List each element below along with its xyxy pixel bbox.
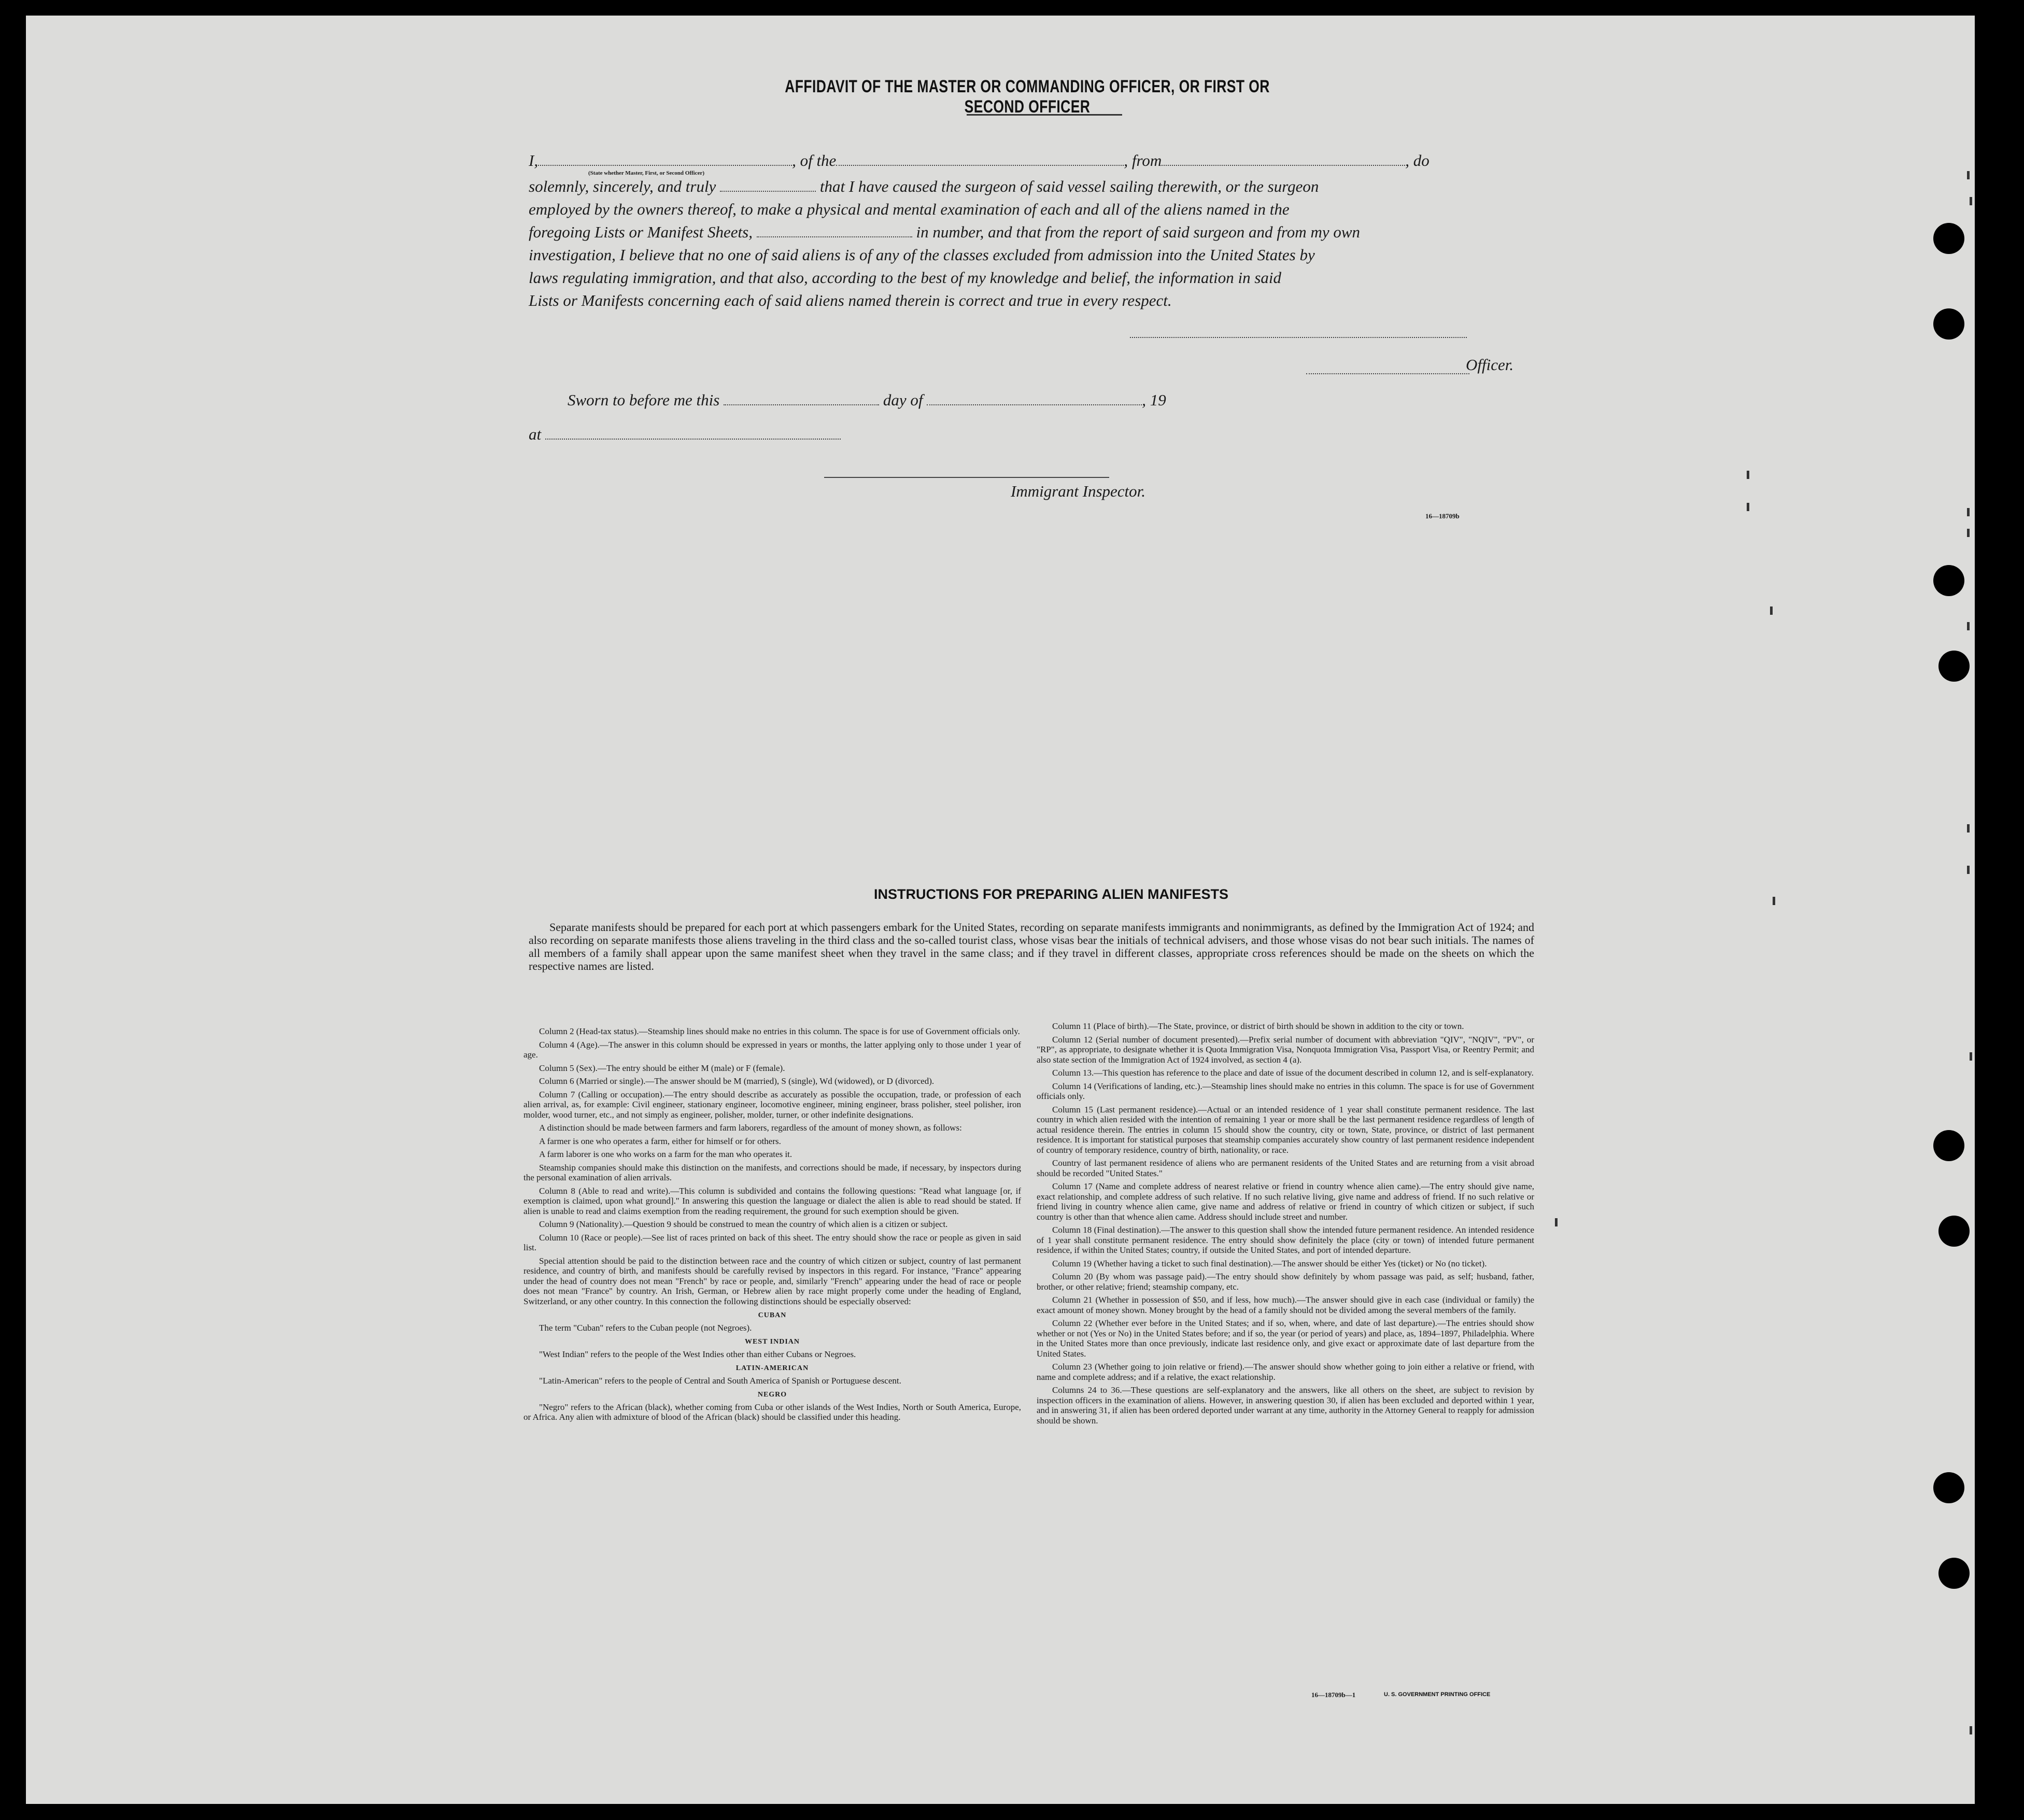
text-i: I, (529, 151, 539, 170)
edge-mark (1555, 1218, 1558, 1226)
edge-mark (1970, 1726, 1972, 1734)
inspector-label: Immigrant Inspector. (1011, 482, 1146, 500)
right-para: Column 13.—This question has reference to the place and date of issue of the document described in column 12, and is self-explanatory. (1052, 1068, 1534, 1078)
negro-heading: NEGRO (757, 1391, 787, 1399)
affidavit-line-4 (529, 223, 1360, 242)
left-para: Column 4 (Age).—The answer in this column should be expressed in years or months, the latter applying only to those under 1 year of age. (523, 1039, 1021, 1060)
place-blank[interactable] (545, 427, 841, 440)
officer-rank-blank[interactable] (538, 153, 792, 166)
text-of-the: , of the (792, 151, 837, 170)
text-foregoing: foregoing Lists or Manifest Sheets, (529, 223, 753, 241)
left-para: Column 10 (Race or people).—See list of races printed on back of this sheet. The entry should show the race or people as given in said list. (523, 1232, 1021, 1252)
title-underline (967, 114, 1122, 116)
footer-printer: U. S. GOVERNMENT PRINTING OFFICE (1384, 1691, 1491, 1698)
vessel-name-blank[interactable] (836, 153, 1124, 166)
text-do: , do (1405, 151, 1429, 170)
latin-american-para: "Latin-American" refers to the people of Central and South America of Spanish or Portuguese descent. (539, 1375, 901, 1386)
west-indian-heading: WEST INDIAN (744, 1338, 800, 1346)
affidavit-line-7: Lists or Manifests concerning each of said aliens named therein is correct and true in every respect. (529, 291, 1172, 309)
text-at: at (529, 425, 542, 443)
text-day-of: day of (883, 391, 923, 409)
affidavit-line-3: employed by the owners thereof, to make a physical and mental examination of each and all of the aliens named in the (529, 200, 1290, 218)
instructions-title: INSTRUCTIONS FOR PREPARING ALIEN MANIFESTS (873, 886, 1229, 902)
manifest-sheet (26, 16, 1975, 1804)
punch-hole (1938, 651, 1970, 682)
right-para: Column 20 (By whom was passage paid).—The entry should show definitely by whom passage was paid, as self; husband, father, brother, or other relative; friend; steamship company, etc. (1037, 1272, 1534, 1292)
officer-signature-blank[interactable] (1306, 373, 1469, 374)
edge-mark (1967, 622, 1970, 630)
right-para: Column 14 (Verifications of landing, etc.).—Steamship lines should make no entries in this column. The space is for use of Government officials only. (1037, 1081, 1534, 1101)
right-para: Column 17 (Name and complete address of nearest relative or friend in country whence alien came).—The entry should give name, exact relationship, and complete address of such relative. If no such relative living, give name and address of friend. If no such relative or friend living in country whence alien came, give name and address of relative or friend in country of which citizen or subject, if such country is other than that whence alien came. Address should include street and number. (1037, 1181, 1534, 1222)
right-para: Column 11 (Place of birth).—The State, province, or district of birth should be shown in addition to the city or town. (1052, 1021, 1464, 1031)
left-para: Column 5 (Sex).—The entry should be either M (male) or F (female). (539, 1063, 785, 1073)
left-para: Column 9 (Nationality).—Question 9 should be construed to mean the country of which alien is a citizen or subject. (539, 1219, 948, 1229)
right-para: Column 12 (Serial number of document presented).—Prefix serial number of document with abbreviation "QIV", "NQIV", "PV", or "RP", as appropriate, to designate whether it is Quota Immigration Visa, Nonquota Immigration Visa, Passport Visa, or Reentry Permit; and also state section of the Immigration Act of 1924 involved, as section 4 (a). (1037, 1034, 1534, 1065)
affidavit-title: AFFIDAVIT OF THE MASTER OR COMMANDING OFFICER, OR FIRST OR SECOND OFFICER (785, 77, 1270, 117)
sworn-day-blank[interactable] (724, 393, 879, 405)
right-para: Column 23 (Whether going to join relative or friend).—The answer should show whether going to join either a relative or friend, with name and complete address; and if a relative, the exact relationship. (1037, 1362, 1534, 1382)
port-from-blank[interactable] (1162, 153, 1405, 166)
left-para: Column 2 (Head-tax status).—Steamship lines should make no entries in this column. The space is for use of Government officials only. (539, 1026, 1020, 1036)
at-line (529, 425, 841, 444)
text-surgeon: that I have caused the surgeon of said vessel sailing therewith, or the surgeon (819, 177, 1319, 195)
affidavit-line-5: investigation, I believe that no one of said aliens is of any of the classes excluded from admission into the United States by (529, 246, 1315, 264)
edge-mark (1747, 471, 1749, 479)
text-sworn: Sworn to before me this (568, 391, 720, 409)
right-para: Column 22 (Whether ever before in the United States; and if so, when, where, and date of last departure).—The entries should show whether or not (Yes or No) in the United States before; and if so, the year (or period of years) and place, as, 1894–1897, Philadelphia. Where in the United States more than once previously, indicate last residence only, and give exact or approximate date of last departure from the United States. (1037, 1318, 1534, 1359)
instructions-intro: Separate manifests should be prepared for each port at which passengers embark for the United States, recording on separate manifests immigrants and nonimmigrants, as defined by the Immigration Act of 1924; and also recording on separate manifests those aliens traveling in the third class and the so-called tourist class, whose visas bear the initials of technical advisers, and those whose visas do not bear such initials. The names of all members of a family shall appear upon the same manifest sheet when they travel in the same class; and if they travel in different classes, appropriate cross references should be made on the sheets on which the respective names are listed. (529, 921, 1534, 972)
edge-mark (1970, 197, 1972, 205)
right-para: Column 15 (Last permanent residence).—Actual or an intended residence of 1 year shall constitute permanent residence. The last country in which alien resided with the intention of remaining 1 year or more shall be the last permanent residence regardless of length of actual residence therein. The entries in column 15 should show the country, city or town, State, province, or district of last permanent residence. It is important for statistical purposes that steamship companies accurately show country of last permanent residence independent of country of temporary residence, country of birth, nationality, or race. (1037, 1104, 1534, 1155)
edge-mark (1967, 866, 1970, 874)
text-in-number: in number, and that from the report of said surgeon and from my own (916, 223, 1361, 241)
affidavit-line-1 (529, 151, 1429, 170)
signature-line[interactable] (1130, 337, 1467, 338)
cuban-para: The term "Cuban" refers to the Cuban people (not Negroes). (539, 1322, 752, 1333)
affidavit-line-2 (529, 177, 1319, 196)
punch-hole (1933, 1130, 1964, 1161)
right-para: Column 18 (Final destination).—The answer to this question shall show the intended future permanent residence. An intended residence of 1 year shall constitute permanent residence. The entry should show definitely the place (city or town) of intended future permanent residence, if within the United States; country, if outside the United States, and port of intended departure. (1037, 1225, 1534, 1255)
punch-hole (1938, 1558, 1970, 1589)
left-para: Column 7 (Calling or occupation).—The entry should describe as accurately as possible the occupation, trade, or profession of each alien arrival, as, for example: Civil engineer, stationary engineer, locomotive engineer, mining engineer, brass polisher, steel polisher, iron molder, wood turner, etc., and not simply as engineer, polisher, molder, turner, or other indefinite designations. (523, 1089, 1021, 1120)
punch-hole (1933, 565, 1964, 596)
text-solemnly: solemnly, sincerely, and truly (529, 177, 716, 195)
rank-note: (State whether Master, First, or Second Officer) (588, 170, 705, 176)
officer-label: Officer. (1466, 356, 1514, 374)
edge-mark (1970, 1052, 1972, 1061)
edge-mark (1747, 503, 1749, 511)
edge-mark (1967, 508, 1970, 516)
cuban-heading: CUBAN (758, 1311, 787, 1319)
text-year: , 19 (1142, 391, 1166, 409)
edge-mark (1770, 606, 1773, 615)
affidavit-line-6: laws regulating immigration, and that also, according to the best of my knowledge and belief, the information in said (529, 269, 1282, 287)
punch-hole (1938, 1216, 1970, 1247)
left-para: Special attention should be paid to the distinction between race and the country of which citizen or subject, country of last permanent residence, and country of birth, and manifests should be carefully revised by inspectors in this regard. For instance, "France" appearing under the head of country does not mean "French" by race or people, and, similarly "French" appearing under the head of race or people does not mean "France" by country. An Irish, German, or Hebrew alien by race might properly come under the heading of England, Switzerland, or any other country. In this connection the following distinctions should be especially observed: (523, 1255, 1021, 1306)
right-para: Column 19 (Whether having a ticket to such final destination).—The answer should be either Yes (ticket) or No (no ticket). (1052, 1258, 1487, 1268)
footer-form-number: 16—18709b—1 (1311, 1691, 1356, 1699)
edge-mark (1967, 171, 1970, 179)
punch-hole (1933, 1472, 1964, 1503)
form-number: 16—18709b (1425, 512, 1460, 520)
negro-para: "Negro" refers to the African (black), whether coming from Cuba or other islands of the West Indies, North or South America, Europe, or Africa. Any alien with admixture of blood of the African (black) should be classified under this heading. (523, 1402, 1021, 1422)
left-para: Steamship companies should make this distinction on the manifests, and corrections should be made, if necessary, by inspectors during the personal examination of alien arrivals. (523, 1162, 1021, 1182)
instructions-right-column (1037, 1021, 1534, 1429)
left-para: Column 6 (Married or single).—The answer should be M (married), S (single), Wd (widowed), or D (divorced). (539, 1076, 935, 1086)
punch-hole (1933, 223, 1964, 254)
instructions-left-column (523, 1026, 1021, 1426)
inspector-signature-line[interactable] (824, 477, 1109, 478)
sworn-month-blank[interactable] (927, 393, 1142, 405)
punch-hole (1933, 308, 1964, 340)
left-para: A farmer is one who operates a farm, either for himself or for others. (539, 1136, 781, 1146)
sworn-line (568, 391, 1166, 410)
right-para: Country of last permanent residence of aliens who are permanent residents of the United States and are returning from a visit abroad should be recorded "United States." (1037, 1158, 1534, 1178)
edge-mark (1967, 529, 1970, 537)
right-para: Columns 24 to 36.—These questions are self-explanatory and the answers, like all others on the sheet, are subject to revision by inspection officers in the examination of aliens. However, in answering question 30, if alien has been excluded and deported within 1 year, and in answering 31, if alien has been ordered deported under warrant at any time, authority in the Attorney General to reapply for admission should be shown. (1037, 1385, 1534, 1426)
edge-mark (1967, 824, 1970, 833)
left-para: Column 8 (Able to read and write).—This column is subdivided and contains the following questions: "Read what language [or, if exemption is claimed, upon what ground]." In answering this question the language or dialect the alien is able to read should be stated. If alien is unable to read and claims exemption from the reading requirement, the ground for such exemption should be given. (523, 1186, 1021, 1216)
right-para: Column 21 (Whether in possession of $50, and if less, how much).—The answer should give in each case (individual or family) the exact amount of money shown. Money brought by the head of a family should not be divided among the several members of the family. (1037, 1295, 1534, 1315)
left-para: A farm laborer is one who works on a farm for the man who operates it. (539, 1149, 792, 1159)
oath-manner-blank[interactable] (720, 179, 816, 192)
text-from: , from (1124, 151, 1162, 170)
edge-mark (1773, 897, 1775, 905)
west-indian-para: "West Indian" refers to the people of the West Indies other than either Cubans or Negroes. (539, 1349, 856, 1359)
latin-american-heading: LATIN-AMERICAN (735, 1364, 809, 1372)
sheet-count-blank[interactable] (757, 225, 912, 237)
left-para: A distinction should be made between farmers and farm laborers, regardless of the amount of money shown, as follows: (539, 1123, 962, 1133)
